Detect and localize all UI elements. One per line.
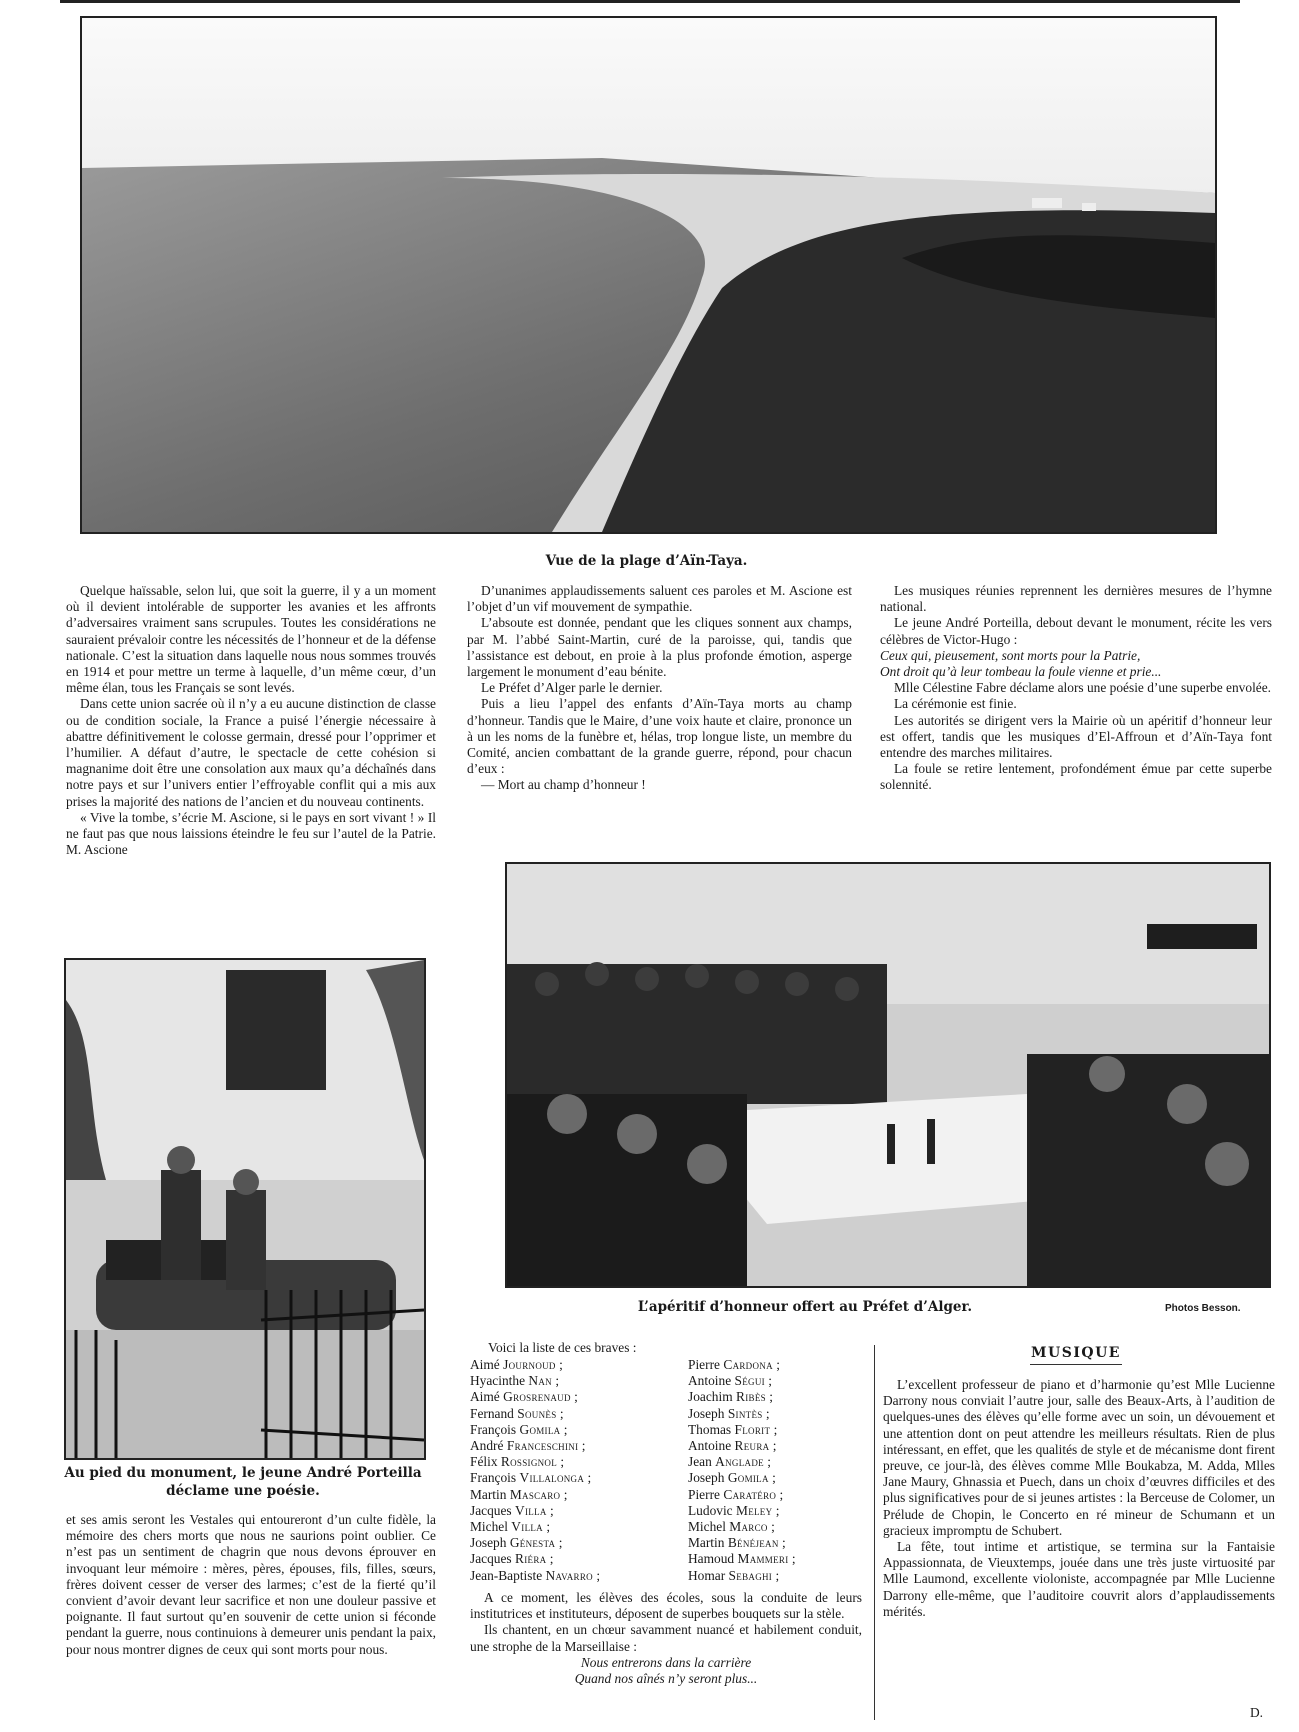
list-item: Michel Marco ; — [688, 1519, 775, 1535]
paragraph: Le jeune André Porteilla, debout devant le monument, récite les vers célèbres de Victor-Hugo : — [880, 615, 1272, 647]
paragraph: La fête, tout intime et artistique, se termina sur la Fantaisie Appassionnata, de Vieuxtemps, jouée dans une très juste virtuosité par Mlle Laumond, excellente violoniste, accompagnée par Mlle Lucienne Darrony elle-même, que l’auditoire couvrit alors d’applaudissements mérités. — [883, 1539, 1275, 1619]
list-item: Aimé Grosrenaud ; — [470, 1389, 578, 1405]
list-item: Joachim Ribès ; — [688, 1389, 773, 1405]
paragraph: La cérémonie est finie. — [894, 696, 1017, 712]
beach-photo — [80, 16, 1217, 534]
paragraph: Dans cette union sacrée où il n’y a eu aucune distinction de classe ou de condition sociale, la France a puisé l’énergie nécessaire à abattre définitivement le colosse germain, dressé pour l’opprimer et l’humilier. A défaut d’autre, le spectacle de cette cohésion si magnanime doit être une consolation aux maux qu’a déchaînés dans notre pays et sur l’univers entier l’effroyable conflit qui a mis aux prises la majorité des nations de l’ancien et du nouveau continents. — [66, 696, 436, 809]
paragraph: Les autorités se dirigent vers la Mairie où un apéritif d’honneur leur est offert, tandis que les musiques d’El-Affroun et d’Aïn-Taya font entendre des marches militaires. — [880, 712, 1272, 761]
list-item: Pierre Caratéro ; — [688, 1486, 784, 1502]
paragraph: et ses amis seront les Vestales qui entoureront d’un culte fidèle, la mémoire des chers morts que nous ne saurions point oublier. Ce n’est pas un sentiment de chagrin que nous devons éprouver en invoquant leur mémoire : mères, pères, épouses, fils, filles, sœurs, frères doivent cesser de verser des larmes; c’est de la fierté qu’il convient d’avoir devant leur sacrifice et non une douleur passive et poignante. Il faut surtout qu’en souvenir de cette union si féconde pendant la guerre, nous continuions à demeurer unis pendant la paix, pour nous montrer dignes de ceux qui sont morts pour nous. — [66, 1512, 436, 1657]
monument-photo — [64, 958, 426, 1460]
verse-line: Nous entrerons dans la carrière — [580, 1654, 752, 1670]
paragraph: Ils chantent, en un chœur savamment nuancé et habilement conduit, une strophe de la Marseillaise : — [470, 1622, 862, 1654]
beach-caption: Vue de la plage d’Aïn-Taya. — [545, 553, 748, 569]
list-item: Aimé Journoud ; — [470, 1357, 563, 1372]
list-item: Joseph Génesta ; — [470, 1535, 563, 1551]
paragraph: « Vive la tombe, s’écrie M. Ascione, si le pays en sort vivant ! » Il ne faut pas que nous laissions éteindre le feu sur l’autel de la Patrie. M. Ascione — [66, 809, 436, 858]
braves-list-right — [688, 1357, 868, 1584]
list-item: Jean-Baptiste Navarro ; — [470, 1567, 601, 1583]
paragraph: Quelque haïssable, selon lui, que soit la guerre, il y a un moment où il devient intolérable de supporter les avanies et les affronts d’adversaires vraiment sans scrupules. Toutes les considérations ne sauraient prévaloir contre les nécessités de l’honneur et de la défense nationale. C’est la situation dans laquelle nous nous sommes trouvés en 1914 et pour mettre un terme à laquelle, d’un même cœur, d’un même élan, tous les Français se sont levés. — [66, 583, 436, 696]
top-rule — [60, 0, 1240, 3]
column-1-text — [66, 583, 436, 858]
list-item: André Franceschini ; — [470, 1438, 586, 1454]
verse-line: Ceux qui, pieusement, sont morts pour la Patrie, — [880, 647, 1141, 663]
caption-line: déclame une poésie. — [166, 1483, 320, 1499]
list-item: Fernand Sounès ; — [470, 1405, 564, 1421]
list-item: Joseph Gomila ; — [688, 1470, 776, 1486]
list-item: Antoine Ségui ; — [688, 1373, 773, 1389]
list-item: Pierre Cardona ; — [688, 1357, 780, 1372]
list-item: Hyacinthe Nan ; — [470, 1373, 560, 1389]
list-item: Thomas Florit ; — [688, 1421, 778, 1437]
list-item: Jacques Villa ; — [470, 1502, 554, 1518]
photo-credit: Photos Besson. — [1165, 1303, 1241, 1314]
list-item: Hamoud Mammeri ; — [688, 1551, 796, 1567]
musique-heading: MUSIQUE — [1031, 1345, 1121, 1361]
list-item: Jean Anglade ; — [688, 1454, 771, 1470]
verse-line: Quand nos aînés n’y seront plus... — [574, 1671, 758, 1687]
paragraph: Les musiques réunies reprennent les dernières mesures de l’hymne national. — [880, 583, 1272, 615]
paragraph: A ce moment, les élèves des écoles, sous la conduite de leurs institutrices et instituteurs, déposent de superbes bouquets sur la stèle. — [470, 1590, 862, 1622]
column-1-bottom-text — [66, 1512, 436, 1658]
paragraph: — Mort au champ d’honneur ! — [481, 777, 646, 793]
list-item: Martin Mascaro ; — [470, 1486, 568, 1502]
paragraph: L’absoute est donnée, pendant que les cliques sonnent aux champs, par M. l’abbé Saint-Martin, curé de la paroisse, qui, tandis que l’assistance est debout, en proie à la plus profonde émotion, asperge largement le monument d’eau bénite. — [467, 615, 852, 680]
list-item: François Gomila ; — [470, 1421, 568, 1437]
paragraph: Le Préfet d’Alger parle le dernier. — [481, 680, 663, 696]
list-item: Joseph Sintès ; — [688, 1405, 770, 1421]
list-item: Homar Sebaghi ; — [688, 1567, 780, 1583]
aperitif-caption: L’apéritif d’honneur offert au Préfet d’Alger. — [637, 1299, 973, 1315]
list-item: Antoine Reura ; — [688, 1438, 777, 1454]
aperitif-photo — [505, 862, 1271, 1288]
column-3-text — [880, 583, 1272, 794]
paragraph: La foule se retire lentement, profondément émue par cette superbe solennité. — [880, 761, 1272, 793]
paragraph: Puis a lieu l’appel des enfants d’Aïn-Taya morts au champ d’honneur. Tandis que le Maire, d’une voix haute et claire, prononce un à un les noms de la funèbre et, hélas, trop longue liste, un membre du Comité, ancien combattant de la grande guerre, répond, pour chacun d’eux : — [467, 696, 852, 777]
paragraph: D’unanimes applaudissements saluent ces paroles et M. Ascione est l’objet d’un vif mouvement de sympathie. — [467, 583, 852, 615]
musique-underline — [1030, 1364, 1122, 1365]
list-item: Michel Villa ; — [470, 1519, 551, 1535]
verse-line: Ont droit qu’à leur tombeau la foule vienne et prie... — [880, 664, 1162, 680]
list-item: Ludovic Meley ; — [688, 1502, 780, 1518]
paragraph: Mlle Célestine Fabre déclame alors une poésie d’une superbe envolée. — [894, 680, 1272, 696]
musique-text — [883, 1377, 1275, 1620]
monument-caption — [64, 1464, 422, 1500]
paragraph: L’excellent professeur de piano et d’harmonie qu’est Mlle Lucienne Darrony nous conviait l’autre jour, salle des Beaux-Arts, à l’audition de quelques-unes des élèves qu’elle forme avec un soin, un dévouement et une attention dont on peut attendre les meilleurs résultats. Rien de plus intéressant, en effet, que les qualités de style et de mécanisme dont firent preuve, ce jour-là, des élèves comme Mlle Boukabza, M. Adda, Mlles Jane Maury, Ghnassia et Puech, dans un choix d’œuvres difficiles et des plus significatives pour de si jeunes artistes : la Berceuse de Colomer, un Prélude de Chopin, le Concerto en ré mineur de Schumann et un gracieux impromptu de Schubert. — [883, 1377, 1275, 1538]
caption-line: Au pied du monument, le jeune André Porteilla — [64, 1465, 422, 1481]
list-item: Félix Rossignol ; — [470, 1454, 565, 1470]
column-divider — [874, 1345, 875, 1720]
braves-after-text — [470, 1590, 862, 1687]
braves-intro: Voici la liste de ces braves : — [488, 1340, 637, 1355]
list-item: François Villalonga ; — [470, 1470, 592, 1486]
column-2-text — [467, 583, 852, 794]
list-item: Martin Bénéjean ; — [688, 1535, 786, 1551]
list-item: Jacques Riéra ; — [470, 1551, 554, 1567]
braves-list-left — [470, 1357, 685, 1584]
musique-signature: D. — [1250, 1705, 1264, 1720]
